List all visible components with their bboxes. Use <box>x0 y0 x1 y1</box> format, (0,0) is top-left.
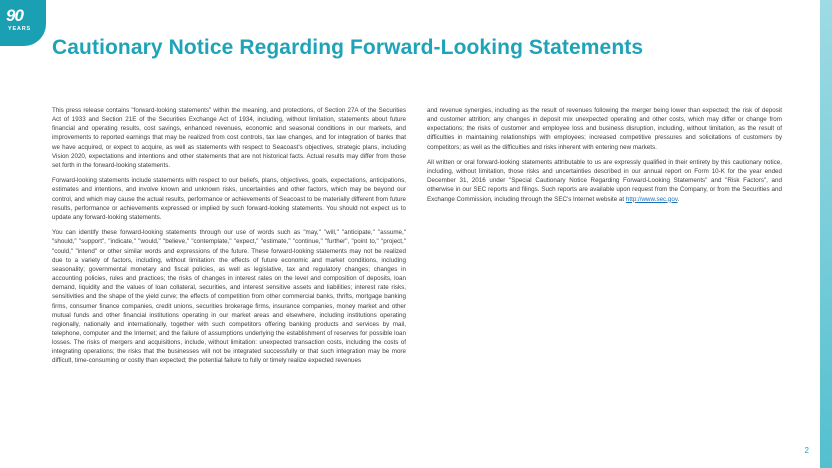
page-number: 2 <box>804 446 809 455</box>
right-accent-stripe <box>820 0 832 468</box>
ninety-years-logo <box>0 0 46 46</box>
logo-number: 90 <box>6 6 23 25</box>
paragraph: Forward-looking statements include statements with respect to our beliefs, plans, objectives, goals, expectations, anticipations, estimates and intentions, and involve known and unknown risks, uncertainties and other factors, which may be beyond our control, and which may cause the actual results, performance or achievements of Seacoast to be materially different from future results, performance or achievements expressed or implied by such forward-looking statements. You should not expect us to update any forward-looking statements. <box>52 177 406 221</box>
paragraph: You can identify these forward-looking statements through our use of words such as "may," "will," "anticipate," "assume," "should," "support", "indicate," "would," "believe," "contemplate," "expect," "estimate," "continue," "further", "point to," "project," "could," "intend" or other similar words and expressions of the future. These forward-looking statements may not be realized due to a variety of factors, including, without limitation: the effects of future economic and market conditions, including seasonality; governmental monetary and fiscal policies, as well as legislative, tax and regulatory changes; changes in accounting policies, rules and practices; the risks of changes in interest rates on the level and composition of deposits, loan demand, liquidity and the values of loan collateral, securities, and interest sensitive assets and liabilities; interest rate risks, sensitivities and the shape of the yield curve; the effects of competition from other commercial banks, thrifts, mortgage banking firms, consumer finance companies, credit unions, securities brokerage firms, insurance companies, money market and other mutual funds and other financial institutions operating in our market areas and elsewhere, including institutions operating regionally, nationally and internationally, together with such competitors offering banking products and services by mail, telephone, computer and the Internet; and the failure of assumptions underlying the establishment of reserves for possible loan losses. The risks of mergers and acquisitions, include, without limitation: unexpected transaction costs, including the costs of integrating operations; the risks that the businesses will not be integrated successfully or that such integration may be more difficult, time-consuming or costly than expected; the potential failure to fully or timely realize expected revenues <box>52 229 406 365</box>
paragraph-text: All written or oral forward-looking statements attributable to us are expressly qualified in their entirety by this cautionary notice, including, without limitation, those risks and uncertainties described in our annual report on Form 10-K for the year ended December 31, 2016 under "Special Cautionary Notice Regarding Forward-Looking Statements" and "Risk Factors", and otherwise in our SEC reports and filings. Such reports are available upon request from the Company, or from the Securities and Exchange Commission, including through the SEC's Internet website at <box>427 158 782 203</box>
page-title: Cautionary Notice Regarding Forward-Looking Statements <box>52 36 644 59</box>
paragraph-end: . <box>677 195 680 203</box>
paragraph: and revenue synergies, including as the result of revenues following the merger being lower than expected; the risk of deposit and customer attrition; any changes in deposit mix unexpected operating and other costs, which may differ or change from expectations; the risks of customer and employee loss and business disruption, including, without limitation, as the result of difficulties in maintaining relationships with employees; increased competitive pressures and solicitations of customers by competitors; as well as the difficulties and risks inherent with entering new markets. <box>427 107 782 151</box>
left-text-column <box>52 106 406 372</box>
paragraph: This press release contains "forward-looking statements" within the meaning, and protections, of Section 27A of the Securities Act of 1933 and Section 21E of the Securities Exchange Act of 1934, including, without limitation, statements about future financial and operating results, cost savings, enhanced revenues, economic and seasonal conditions in our markets, and improvements to reported earnings that may be realized from cost controls, tax law changes, and for integration of banks that we have acquired, or expect to acquire, as well as statements with respect to Seacoast's objectives, strategic plans, including Vision 2020, expectations and intentions and other statements that are not historical facts. Actual results may differ from those set forth in the forward-looking statements. <box>52 107 406 169</box>
paragraph <box>427 158 782 204</box>
sec-website-link[interactable]: http://www.sec.gov <box>625 195 678 203</box>
logo-text: YEARS <box>8 26 31 32</box>
right-text-column <box>427 106 782 210</box>
